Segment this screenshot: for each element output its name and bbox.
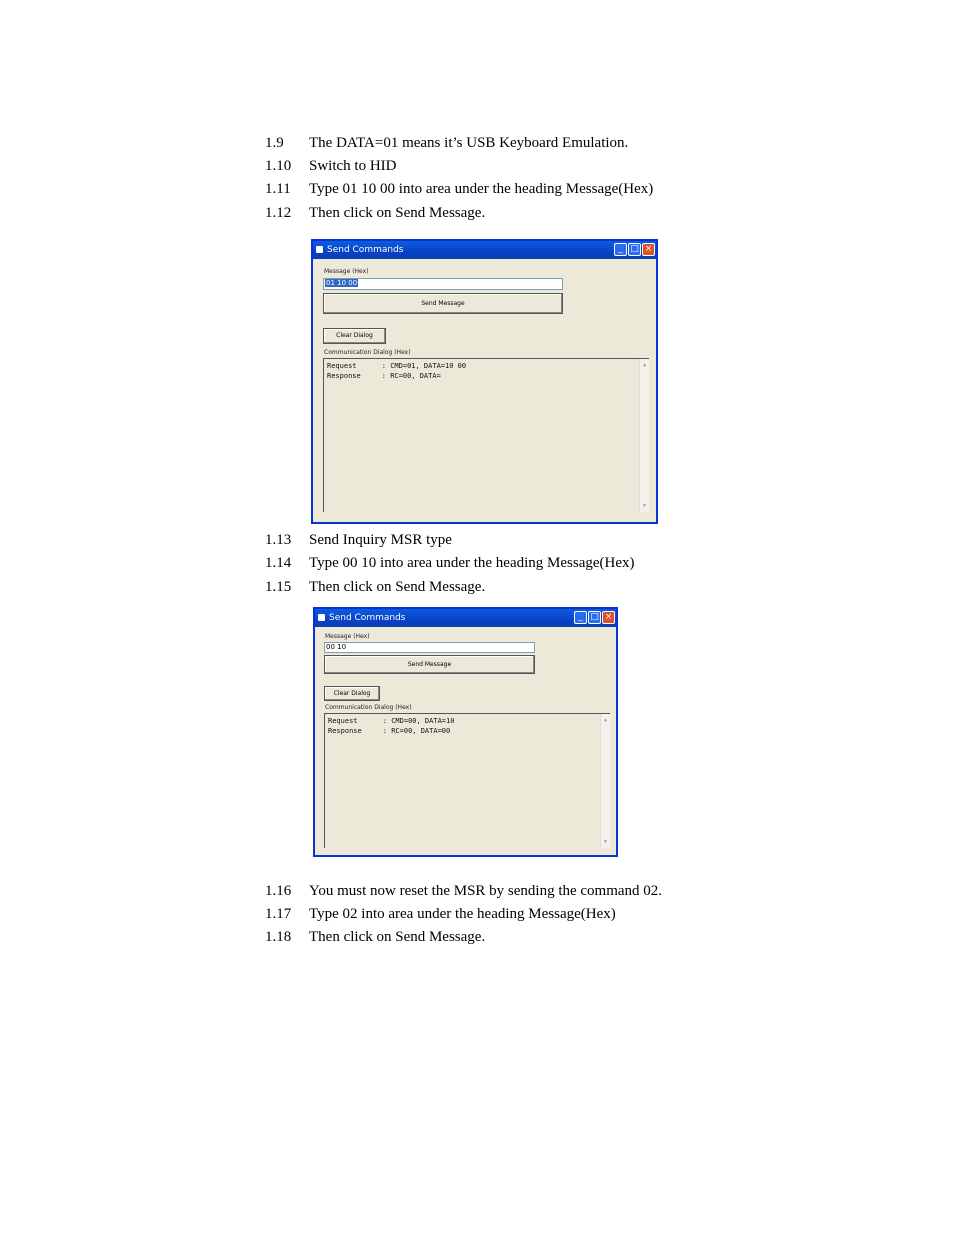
message-value: 01 10 00	[326, 279, 358, 287]
list-item	[265, 531, 452, 549]
step-text: Send Inquiry MSR type	[309, 532, 452, 548]
message-value: 00 10	[326, 643, 347, 651]
list-item	[265, 180, 653, 198]
clear-dialog-button[interactable]: Clear Dialog	[324, 686, 380, 701]
step-text: Switch to HID	[309, 158, 397, 174]
dialog-line: Response : RC=00, DATA=	[327, 372, 441, 380]
communication-dialog[interactable]	[324, 713, 610, 848]
step-text: Type 01 10 00 into area under the heading Message(Hex)	[309, 181, 654, 197]
list-item	[265, 882, 662, 900]
step-number: 1.11	[265, 181, 291, 197]
message-label: Message (Hex)	[325, 633, 370, 640]
window-titlebar[interactable]	[313, 241, 656, 259]
list-item	[265, 554, 635, 572]
step-text: Type 02 into area under the heading Message(Hex)	[309, 906, 616, 922]
app-icon	[316, 246, 323, 253]
scroll-down-icon[interactable]: ▼	[642, 503, 646, 509]
step-number: 1.13	[265, 532, 292, 548]
dialog-line: Response : RC=00, DATA=00	[328, 727, 451, 735]
close-icon[interactable]: ×	[642, 243, 655, 256]
step-text: You must now reset the MSR by sending the command 02.	[309, 883, 663, 899]
list-item	[265, 134, 628, 152]
send-commands-window	[313, 607, 618, 857]
message-input[interactable]	[324, 642, 535, 653]
step-number: 1.17	[265, 906, 292, 922]
minimize-icon[interactable]: _	[614, 243, 627, 256]
communication-dialog[interactable]	[323, 358, 649, 512]
list-item	[265, 204, 485, 222]
send-commands-window	[311, 239, 658, 524]
step-text: Type 00 10 into area under the heading Message(Hex)	[309, 555, 635, 571]
dialog-label: Communication Dialog (Hex)	[325, 704, 412, 711]
scrollbar[interactable]	[600, 714, 610, 848]
clear-dialog-button[interactable]: Clear Dialog	[323, 328, 386, 344]
message-label: Message (Hex)	[324, 268, 369, 275]
scroll-up-icon[interactable]: ▲	[642, 362, 646, 368]
send-message-button[interactable]: Send Message	[323, 293, 563, 314]
app-icon	[318, 614, 325, 621]
scroll-up-icon[interactable]: ▲	[603, 717, 607, 723]
dialog-label: Communication Dialog (Hex)	[324, 349, 411, 356]
step-number: 1.18	[265, 929, 292, 945]
window-title: Send Commands	[329, 613, 406, 623]
step-number: 1.9	[265, 135, 284, 151]
step-text: The DATA=01 means it’s USB Keyboard Emulation.	[309, 135, 629, 151]
dialog-line: Request : CMD=00, DATA=10	[328, 717, 455, 725]
list-item	[265, 905, 616, 923]
dialog-line: Request : CMD=01, DATA=10 00	[327, 362, 467, 370]
maximize-icon[interactable]: □	[588, 611, 601, 624]
scroll-down-icon[interactable]: ▼	[603, 839, 607, 845]
scrollbar[interactable]	[639, 359, 649, 512]
step-number: 1.10	[265, 158, 292, 174]
step-text: Then click on Send Message.	[309, 579, 486, 595]
maximize-icon[interactable]: □	[628, 243, 641, 256]
close-icon[interactable]: ×	[602, 611, 615, 624]
list-item	[265, 157, 397, 175]
step-text: Then click on Send Message.	[309, 929, 486, 945]
list-item	[265, 578, 485, 596]
message-input[interactable]	[323, 278, 563, 290]
list-item	[265, 928, 485, 946]
step-number: 1.16	[265, 883, 292, 899]
step-number: 1.12	[265, 205, 292, 221]
step-text: Then click on Send Message.	[309, 205, 486, 221]
step-number: 1.14	[265, 555, 292, 571]
step-number: 1.15	[265, 579, 292, 595]
send-message-button[interactable]: Send Message	[324, 655, 535, 674]
window-titlebar[interactable]	[315, 609, 616, 627]
minimize-icon[interactable]: _	[574, 611, 587, 624]
window-title: Send Commands	[327, 245, 404, 255]
